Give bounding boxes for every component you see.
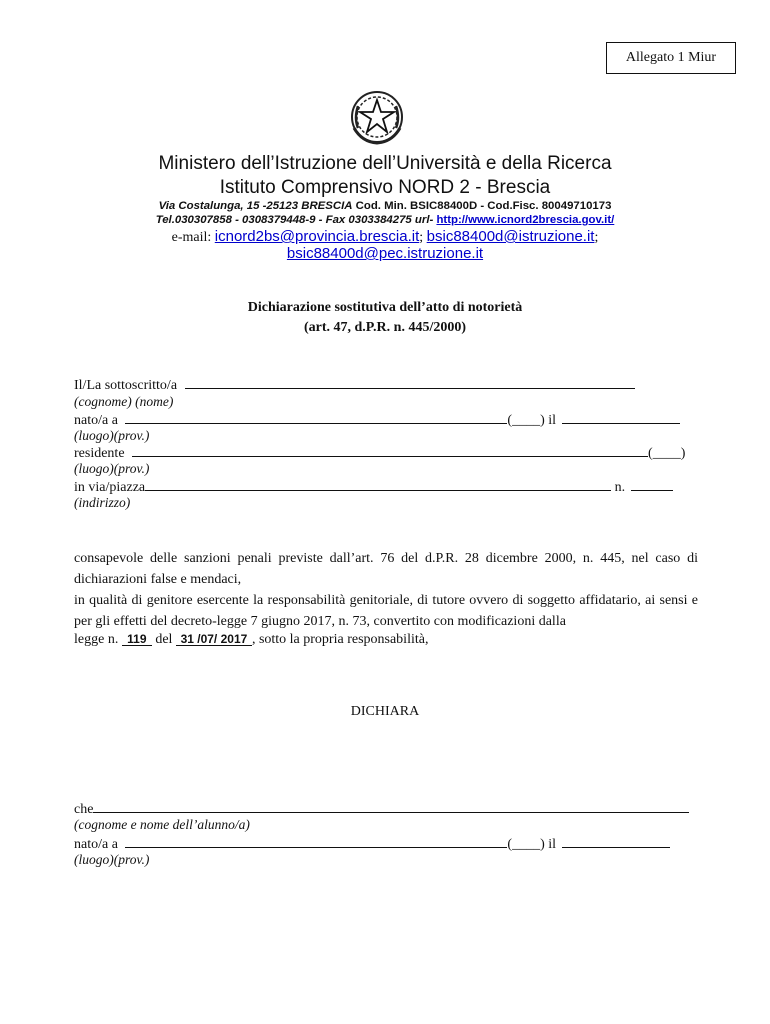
residente-row [74, 444, 685, 462]
che-label: che [74, 802, 94, 817]
email-link-pec[interactable]: bsic88400d@pec.istruzione.it [286, 245, 484, 262]
numero-label: n. [614, 480, 626, 495]
legge-date-field[interactable]: 31 /07/ 2017 [176, 633, 252, 646]
ministero-title: Ministero dell’Istruzione dell’Università e della Ricerca [158, 153, 612, 174]
paragraph-qualita: in qualità di genitore esercente la responsabilità genitoriale, di tutore ovvero di soggetto affidatario, ai sensi e per gli effetti del decreto-legge 7 giugno 2017, n. 73, convertito con modificazioni dalla [74, 593, 698, 629]
sottoscritto-row [74, 376, 635, 394]
alunno-field[interactable] [93, 800, 689, 813]
legge-del: del [151, 632, 176, 647]
school-url-link[interactable]: http://www.icnord2brescia.gov.it/ [436, 214, 615, 226]
residente-hint: (luogo)(prov.) [74, 461, 150, 476]
address-codes: Cod. Min. BSIC88400D - Cod.Fisc. 80049710173 [352, 200, 612, 212]
child-nato-prov-il: (____) il [507, 837, 557, 852]
declaration-subtitle: (art. 47, d.P.R. n. 445/2000) [303, 320, 467, 335]
dichiara-heading: DICHIARA [350, 704, 420, 719]
sottoscritto-label: Il/La sottoscritto/a [74, 378, 178, 393]
che-row [74, 800, 689, 818]
via-row [74, 478, 673, 496]
legge-line [74, 632, 428, 648]
numero-field[interactable] [631, 478, 673, 491]
child-nato-data-field[interactable] [562, 835, 670, 848]
allegato-box [606, 42, 736, 74]
email-separator-1: ; [419, 230, 427, 245]
email-label: e-mail: [171, 230, 215, 245]
child-nato-label: nato/a a [74, 837, 118, 852]
residente-label: residente [74, 446, 125, 461]
child-luogo-prov-hint: (luogo)(prov.) [74, 852, 150, 867]
istituto-title: Istituto Comprensivo NORD 2 - Brescia [219, 177, 551, 198]
nato-label: nato/a a [74, 413, 118, 428]
luogo-prov-hint: (luogo)(prov.) [74, 428, 150, 443]
nato-luogo-field[interactable] [125, 411, 507, 424]
address-line-2 [0, 214, 770, 226]
via-field[interactable] [145, 478, 611, 491]
email-link-2[interactable]: bsic88400d@istruzione.it [426, 228, 595, 245]
allegato-label: Allegato 1 Miur [625, 50, 717, 65]
email-line [0, 228, 770, 246]
indirizzo-hint: (indirizzo) [74, 495, 131, 510]
legge-suffix: , sotto la propria responsabilità, [251, 632, 429, 647]
address-street: Via Costalunga, 15 -25123 BRESCIA [158, 200, 353, 212]
declaration-title: Dichiarazione sostitutiva dell’atto di notorietà [247, 300, 523, 315]
child-nato-luogo-field[interactable] [125, 835, 507, 848]
email-separator-2: ; [594, 230, 599, 245]
email-line-2 [0, 245, 770, 263]
legge-prefix: legge n. [74, 632, 122, 647]
via-label: in via/piazza [74, 480, 146, 495]
child-nato-row [74, 835, 670, 853]
nato-prov-il: (____) il [507, 413, 557, 428]
address-line-1 [0, 200, 770, 212]
residente-prov: (____) [648, 446, 686, 461]
cognome-nome-hint: (cognome) (nome) [74, 394, 174, 409]
email-link-1[interactable]: icnord2bs@provincia.brescia.it [214, 228, 420, 245]
nato-row [74, 411, 680, 429]
nato-data-field[interactable] [562, 411, 680, 424]
paragraph-consapevole: consapevole delle sanzioni penali previste dall’art. 76 del d.P.R. 28 dicembre 2000, n. 445, nel caso di dichiarazioni false e mendaci, [74, 551, 698, 587]
legge-number-field[interactable]: 119 [122, 633, 152, 646]
residente-field[interactable] [132, 444, 648, 457]
address-phone: Tel.030307858 - 0308379448-9 - Fax 0303384275 url- [155, 214, 437, 226]
cognome-alunno-hint: (cognome e nome dell’alunno/a) [74, 817, 250, 832]
italian-emblem-icon [348, 88, 406, 146]
sottoscritto-field[interactable] [185, 376, 635, 389]
